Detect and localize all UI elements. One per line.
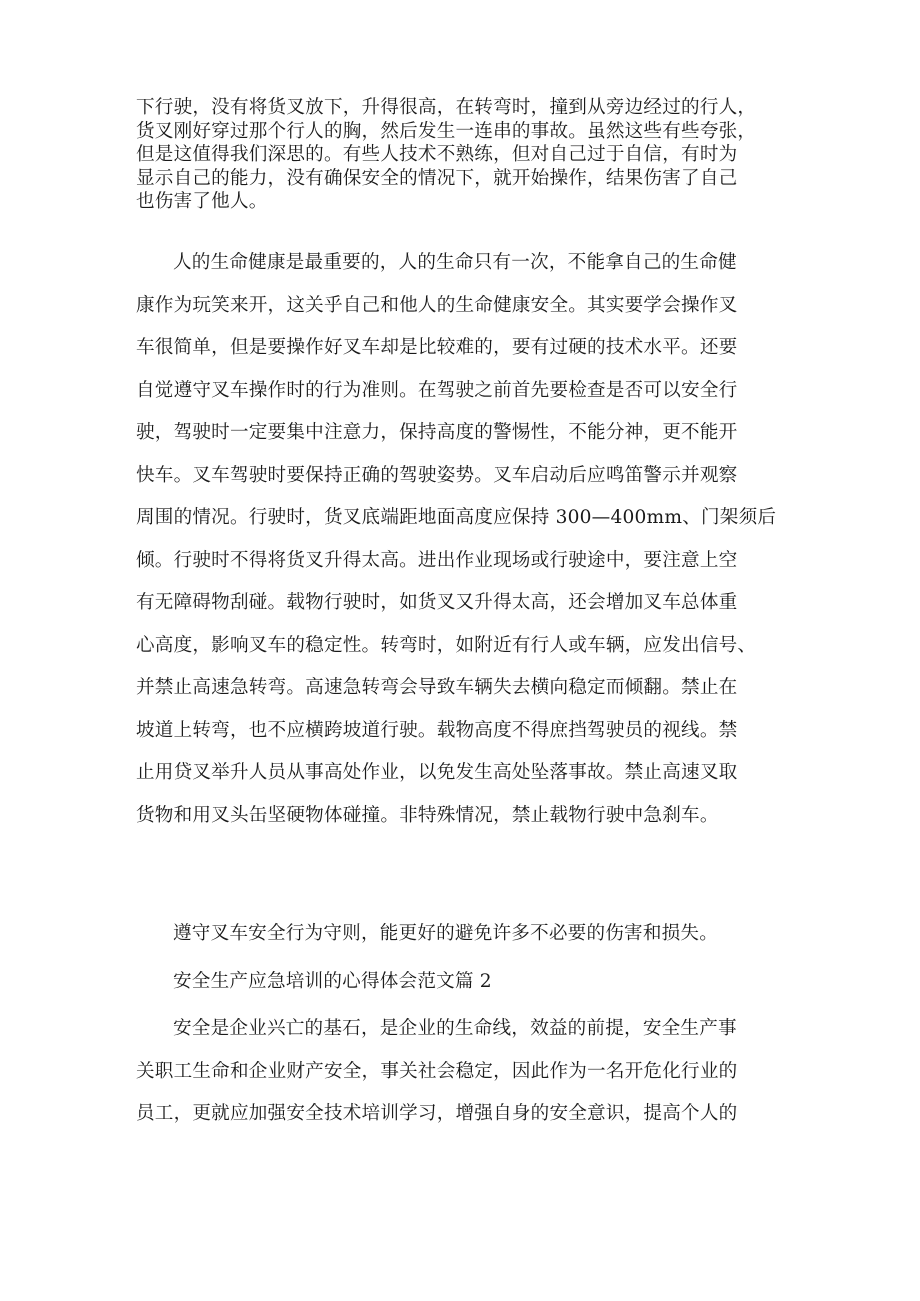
text-line: 有无障碍物刮碰。载物行驶时，如货叉又升得太高，还会增加叉车总体重 bbox=[136, 592, 738, 613]
text-line: 人的生命健康是最重要的，人的生命只有一次，不能拿自己的生命健 bbox=[173, 252, 737, 273]
text-line: 下行驶，没有将货叉放下，升得很高，在转弯时，撞到从旁边经过的行人， bbox=[136, 97, 757, 118]
paragraph-2 bbox=[136, 242, 796, 837]
text-line: 止用贷叉举升人员从事高处作业，以免发生高处坠落事故。禁止高速叉取 bbox=[136, 762, 738, 783]
paragraph-1 bbox=[136, 96, 796, 214]
text-line: 坡道上转弯，也不应横跨坡道行驶。载物高度不得庶挡驾驶员的视线。禁 bbox=[136, 719, 738, 741]
text-line: 安全是企业兴亡的基石，是企业的生命线，效益的前提，安全生产事 bbox=[173, 1018, 737, 1039]
paragraph-5 bbox=[136, 1008, 796, 1136]
text-line: 安全生产应急培训的心得体会范文篇 2 bbox=[173, 971, 492, 992]
text-line: 但是这值得我们深思的。有些人技术不熟练，但对自己过于自信，有时为 bbox=[136, 144, 738, 165]
text-line: 倾。行驶时不得将货叉升得太高。进出作业现场或行驶途中，要注意上空 bbox=[136, 549, 738, 571]
text-line: 快车。叉车驾驶时要保持正确的驾驶姿势。叉车启动后应鸣笛警示并观察 bbox=[136, 464, 738, 486]
section-heading bbox=[136, 961, 796, 1004]
text-line: 驶，驾驶时一定要集中注意力，保持高度的警惕性，不能分神，更不能开 bbox=[136, 422, 738, 443]
text-line: 康作为玩笑来开，这关乎自己和他人的生命健康安全。其实要学会操作叉 bbox=[136, 294, 738, 316]
text-line: 车很简单，但是要操作好叉车却是比较难的，要有过硬的技术水平。还要 bbox=[136, 337, 738, 358]
text-line: 心高度，影响叉车的稳定性。转弯时，如附近有行人或车辆，应发出信号、 bbox=[136, 634, 757, 656]
text-line: 周围的情况。行驶时，货叉底端距地面高度应保持 300—400mm、门架须后 bbox=[136, 507, 777, 528]
text-line: 关职工生命和企业财产安全，事关社会稳定，因此作为一名开危化行业的 bbox=[136, 1060, 738, 1082]
text-line: 遵守叉车安全行为守则，能更好的避免许多不必要的伤害和损失。 bbox=[173, 923, 719, 944]
text-line: 货叉刚好穿过那个行人的胸，然后发生一连串的事故。虽然这些有些夸张， bbox=[136, 120, 757, 142]
text-line: 货物和用叉头缶坚硬物体碰撞。非特殊情况，禁止载物行驶中急刹车。 bbox=[136, 804, 719, 826]
text-line: 显示自己的能力，没有确保安全的情况下，就开始操作，结果伤害了自己 bbox=[136, 167, 738, 189]
paragraph-3 bbox=[136, 913, 796, 956]
text-line: 也伤害了他人。 bbox=[136, 191, 268, 212]
text-line: 自觉遵守叉车操作时的行为准则。在驾驶之前首先要检查是否可以安全行 bbox=[136, 379, 738, 401]
text-line: 员工，更就应加强安全技术培训学习，增强自身的安全意识，提高个人的 bbox=[136, 1103, 738, 1124]
text-line: 并禁止高速急转弯。高速急转弯会导致车辆失去横向稳定而倾翻。禁止在 bbox=[136, 677, 738, 698]
